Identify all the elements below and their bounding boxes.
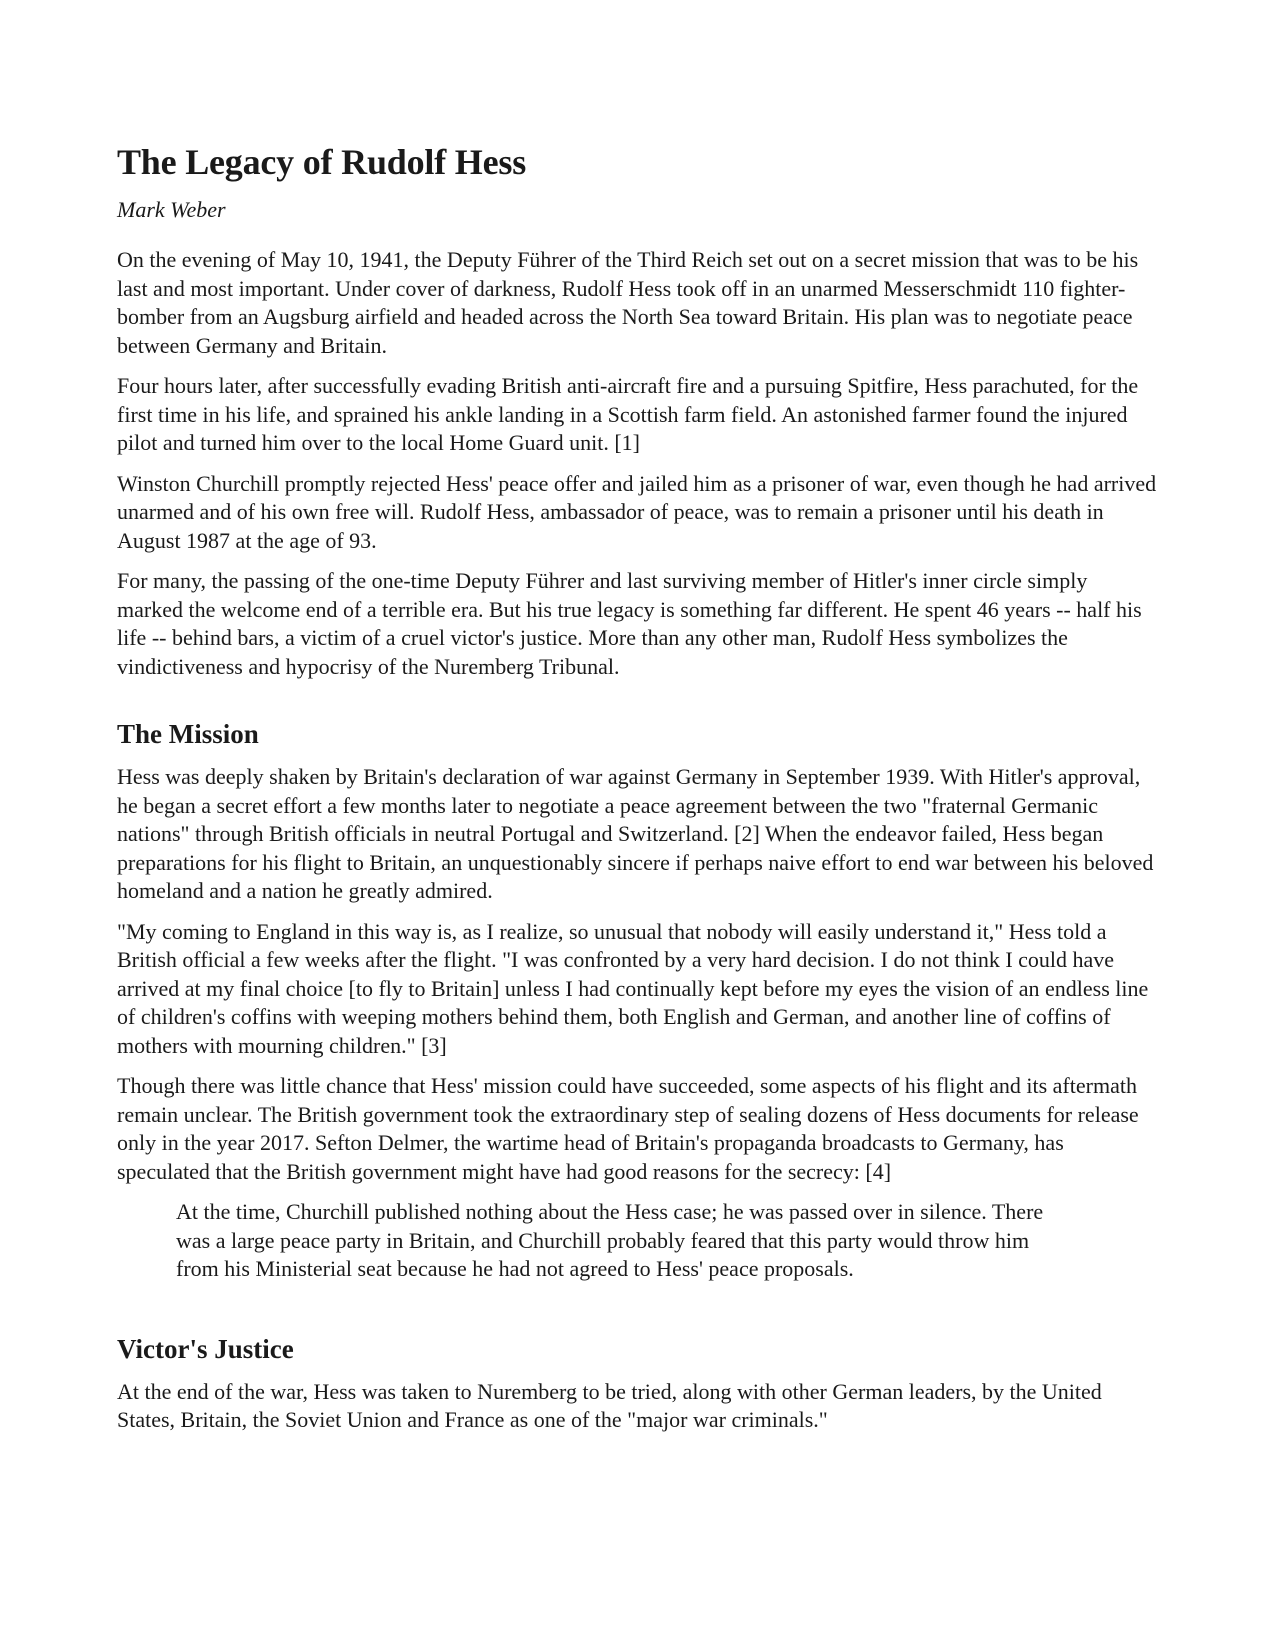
intro-paragraph-3: Winston Churchill promptly rejected Hess' peace offer and jailed him as a prisoner of war, even though he had arrived unarmed and of his own free will. Rudolf Hess, ambassador of peace, was to remain a prisoner until his death in August 1987 at the age of 93.: [117, 470, 1157, 553]
author-byline: Mark Weber: [117, 197, 226, 222]
intro-paragraph-4: For many, the passing of the one-time Deputy Führer and last surviving member of Hitler's inner circle simply marked the welcome end of a terrible era. But his true legacy is something far different. He spent 46 years -- half his life -- behind bars, a victim of a cruel victor's justice. More than any other man, Rudolf Hess symbolizes the vindictiveness and hypocrisy of the Nuremberg Tribunal.: [117, 568, 1142, 679]
section-heading-victors-justice: Victor's Justice: [117, 1333, 294, 1364]
block-quote: [176, 1198, 1056, 1284]
victors-justice-paragraph-1: At the end of the war, Hess was taken to Nuremberg to be tried, along with other German leaders, by the United States, Britain, the Soviet Union and France as one of the "major war criminals.": [117, 1378, 1102, 1432]
document-title: The Legacy of Rudolf Hess: [117, 142, 527, 182]
mission-paragraph-1: Hess was deeply shaken by Britain's declaration of war against Germany in September 1939. With Hitler's approval, he began a secret effort a few months later to negotiate a peace agreement between the two "fraternal Germanic nations" through British officials in neutral Portugal and Switzerland. [2] When the endeavor failed, Hess began preparations for his flight to Britain, an unquestionably sincere if perhaps naive effort to end war between his beloved homeland and a nation he greatly admired.: [117, 764, 1154, 903]
document-page: [117, 140, 1157, 1447]
section-heading-mission: The Mission: [117, 719, 259, 749]
quote-text: At the time, Churchill published nothing about the Hess case; he was passed over in silence. There was a large peace party in Britain, and Churchill probably feared that this party would throw him from his Ministerial seat because he had not agreed to Hess' peace proposals.: [176, 1199, 1044, 1281]
intro-paragraph-2: Four hours later, after successfully evading British anti-aircraft fire and a pursuing Spitfire, Hess parachuted, for the first time in his life, and sprained his ankle landing in a Scottish farm field. An astonished farmer found the injured pilot and turned him over to the local Home Guard unit. [1]: [117, 373, 1139, 455]
mission-paragraph-3: Though there was little chance that Hess' mission could have succeeded, some aspects of his flight and its aftermath remain unclear. The British government took the extraordinary step of sealing dozens of Hess documents for release only in the year 2017. Sefton Delmer, the wartime head of Britain's propaganda broadcasts to Germany, has speculated that the British government might have had good reasons for the secrecy: [4]: [117, 1073, 1139, 1184]
mission-paragraph-2: "My coming to England in this way is, as I realize, so unusual that nobody will easily understand it," Hess told a British official a few weeks after the flight. "I was confronted by a very hard decision. I do not think I could have arrived at my final choice [to fly to Britain] unless I had continually kept before my eyes the vision of an endless line of children's coffins with weeping mothers behind them, both English and German, and another line of coffins of mothers with mourning children." [3]: [117, 918, 1149, 1058]
intro-paragraph-1: On the evening of May 10, 1941, the Deputy Führer of the Third Reich set out on a secret mission that was to be his last and most important. Under cover of darkness, Rudolf Hess took off in an unarmed Messerschmidt 110 fighter-bomber from an Augsburg airfield and headed across the North Sea toward Britain. His plan was to negotiate peace between Germany and Britain.: [117, 247, 1139, 358]
